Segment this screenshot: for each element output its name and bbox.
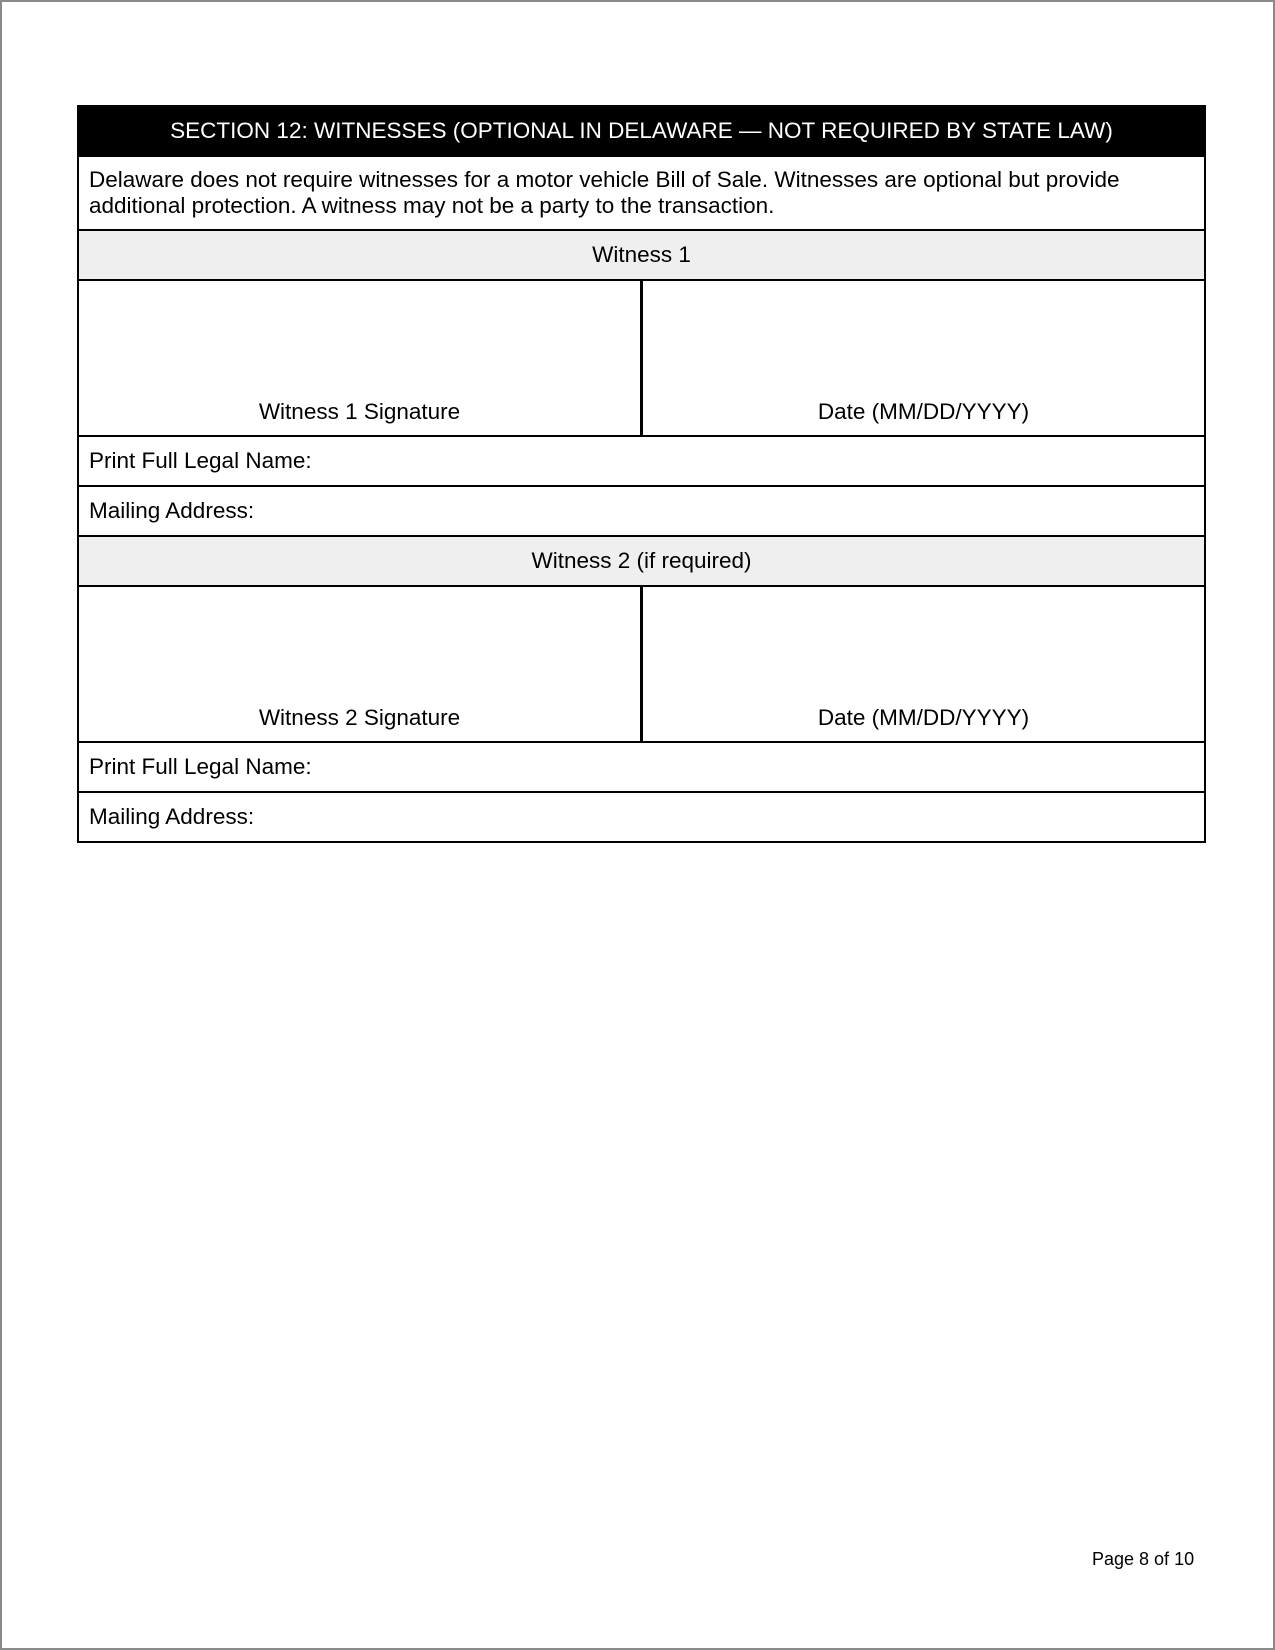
witness-2-signature-row [79,587,1204,743]
section-intro-text: Delaware does not require witnesses for a motor vehicle Bill of Sale. Witnesses are optional but provide additional protection. A witness may not be a party to the transaction. [79,157,1204,231]
witness-1-name-label: Print Full Legal Name: [89,448,312,473]
section-title: SECTION 12: WITNESSES (OPTIONAL IN DELAWARE — NOT REQUIRED BY STATE LAW) [79,107,1204,157]
witness-2-address-label: Mailing Address: [89,804,255,829]
witness-2-date-field[interactable] [643,587,1204,741]
witness-form [77,105,1206,843]
witness-2-signature-label: Witness 2 Signature [258,705,461,730]
witness-1-date-label: Date (MM/DD/YYYY) [817,399,1030,424]
witness-2-name-field[interactable] [79,743,1204,793]
witness-1-signature-row [79,281,1204,437]
witness-2-name-label: Print Full Legal Name: [89,754,312,779]
witness-1-address-label: Mailing Address: [89,498,255,523]
witness-1-heading: Witness 1 [79,231,1204,281]
witness-2-address-field[interactable] [79,793,1204,843]
witness-1-signature-field[interactable] [79,281,643,435]
witness-1-address-field[interactable] [79,487,1204,537]
witness-1-signature-label: Witness 1 Signature [258,399,461,424]
witness-2-signature-field[interactable] [79,587,643,741]
witness-1-name-field[interactable] [79,437,1204,487]
witness-2-date-label: Date (MM/DD/YYYY) [817,705,1030,730]
page-number: Page 8 of 10 [1092,1549,1195,1569]
witness-1-date-field[interactable] [643,281,1204,435]
witness-2-heading: Witness 2 (if required) [79,537,1204,587]
